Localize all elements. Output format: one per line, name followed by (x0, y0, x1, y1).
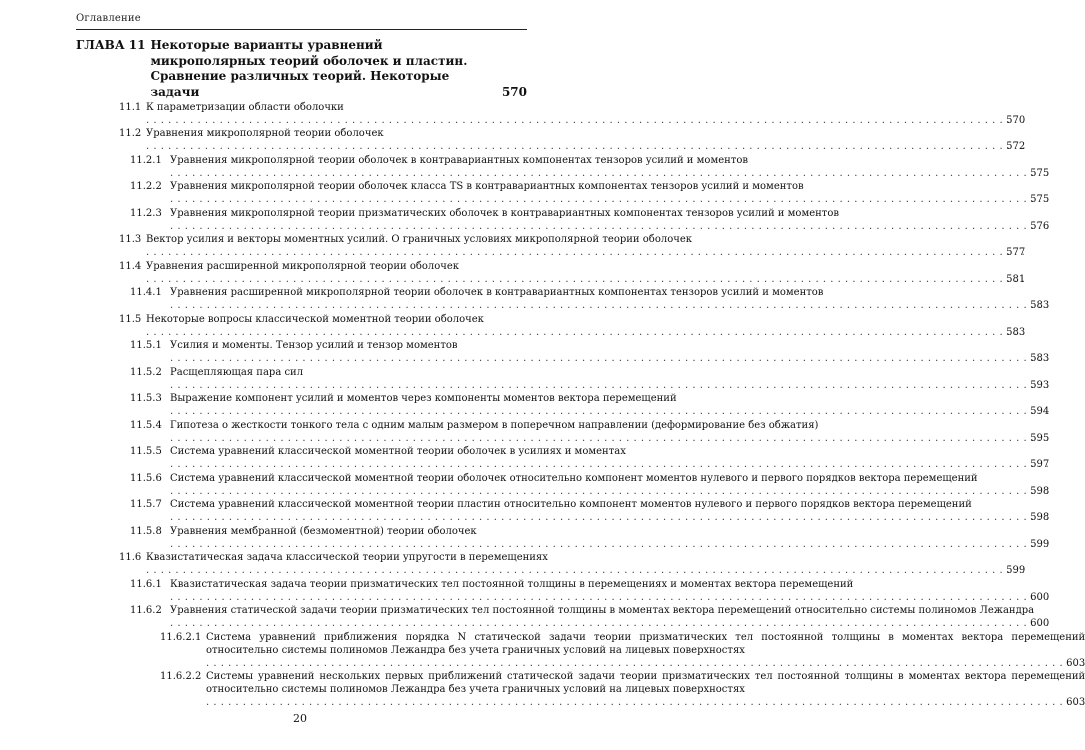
toc-entry-page[interactable]: 600 (1030, 618, 1050, 629)
toc-entry-leader (170, 538, 1049, 551)
toc-entry-title: Уравнения микрополярной теории оболочек класса TS в контравариантных компонентах тензоров усилий и моментов (170, 181, 804, 192)
toc-entry-number: 11.5.7 (130, 499, 162, 510)
dot-leader (170, 352, 1049, 365)
toc-entry-title: Уравнения статической задачи теории призматических тел постоянной толщины в моментах вектора перемещений относительно системы полиномов Лежандра (170, 605, 1035, 616)
toc-entry-number: 11.2 (119, 128, 142, 139)
toc-entry[interactable] (76, 207, 1050, 233)
toc-entry-page[interactable]: 598 (1030, 512, 1050, 523)
toc-entry-page[interactable]: 603 (1066, 697, 1085, 708)
toc-entry[interactable] (76, 101, 1026, 127)
dot-leader (170, 485, 1049, 498)
toc-entry-number: 11.2.2 (130, 181, 162, 192)
dot-leader (206, 696, 1085, 709)
toc-entry-title: Квазистатическая задача теории призматических тел постоянной толщины в перемещениях и моментах вектора перемещений (170, 578, 854, 590)
toc-entry[interactable] (76, 180, 1050, 206)
toc-entry[interactable] (76, 670, 1085, 709)
toc-entry-body (146, 233, 1025, 259)
toc-entry-page[interactable]: 577 (1006, 247, 1026, 258)
toc-entry[interactable] (76, 578, 1050, 604)
toc-entry-leader (206, 696, 1085, 709)
dot-leader (146, 326, 1025, 339)
toc-entry-number: 11.6.2.1 (160, 631, 202, 643)
toc-entry-body (170, 366, 1049, 392)
toc-entry-title: Уравнения микрополярной теории оболочек в контравариантных компонентах тензоров усилий и моментов (170, 154, 748, 166)
toc-entry[interactable] (76, 339, 1050, 365)
dot-leader (146, 140, 1025, 153)
toc-entry[interactable] (76, 260, 1026, 286)
toc-entry-page[interactable]: 570 (1006, 114, 1026, 126)
dot-leader (170, 220, 1049, 233)
dot-leader (170, 405, 1049, 418)
toc-entry-leader (170, 458, 1049, 471)
dot-leader (146, 273, 1025, 286)
toc-entry-title: Вектор усилия и векторы моментных усилий. О граничных условиях микрополярной теории оболочек (146, 234, 692, 245)
toc-entry-body (170, 339, 1049, 365)
toc-entry-number: 11.5.8 (130, 525, 162, 537)
toc-entry-title: Некоторые вопросы классической моментной теории оболочек (146, 313, 484, 325)
toc-entry[interactable] (76, 127, 1026, 153)
toc-entry-leader (170, 167, 1049, 180)
toc-entry-body (170, 498, 1049, 524)
dot-leader (170, 591, 1049, 604)
toc-entry-body (170, 578, 1049, 604)
toc-entry-title: Гипотеза о жесткости тонкого тела с одним малым размером в поперечном направлении (деформирование без обжатия) (170, 419, 819, 431)
toc-entry-page[interactable]: 599 (1006, 565, 1026, 576)
toc-entry-body (146, 260, 1025, 286)
toc-entry-title: Уравнения микрополярной теории призматических оболочек в контравариантных компонентах тензоров усилий и моментов (170, 207, 839, 219)
toc-entry-number: 11.6 (119, 552, 142, 563)
toc-entry-title: Система уравнений классической моментной теории оболочек относительно компонент моментов нулевого и первого порядков вектора перемещений (170, 472, 978, 484)
toc-entry-title: Система уравнений приближения порядка N статической задачи теории призматических тел постоянной толщины в моментах вектора перемещений относительно системы полиномов Лежандра без учета граничных условий на лицевых поверхностях (206, 631, 1085, 656)
toc-entry-leader (146, 273, 1025, 286)
dot-leader (206, 657, 1085, 670)
toc-entry[interactable] (76, 286, 1050, 312)
dot-leader (146, 564, 1025, 577)
toc-entry-leader (170, 511, 1049, 524)
toc-entry-number: 11.5.3 (130, 393, 162, 404)
toc-entry-body (170, 419, 1049, 445)
toc-entry-leader (170, 485, 1049, 498)
toc-entry[interactable] (76, 392, 1050, 418)
toc-entry-leader (206, 657, 1085, 670)
toc-entry-body (146, 551, 1025, 577)
toc-entry-body (146, 101, 1025, 127)
dot-leader (170, 299, 1049, 312)
toc-entry-page[interactable]: 576 (1030, 220, 1050, 232)
toc-entry-number: 11.2.3 (130, 207, 162, 219)
toc-entry-body (170, 392, 1049, 418)
toc-entry-number: 11.5.2 (130, 366, 162, 378)
toc-entry-number: 11.4 (119, 260, 142, 272)
toc-entry-leader (170, 193, 1049, 206)
toc-entry[interactable] (76, 472, 1050, 498)
toc-entry-leader (170, 405, 1049, 418)
dot-leader (170, 458, 1049, 471)
toc-entry[interactable] (76, 233, 1026, 259)
toc-entry-number: 11.6.1 (130, 578, 162, 590)
toc-entry-body (170, 604, 1049, 630)
toc-entry-leader (146, 246, 1025, 259)
toc-entry-body (170, 207, 1049, 233)
toc-entry[interactable] (76, 525, 1050, 551)
toc-entry[interactable] (76, 366, 1050, 392)
toc-entry[interactable] (76, 498, 1050, 524)
toc-entry-leader (170, 379, 1049, 392)
toc-entry-title: Квазистатическая задача классической теории упругости в перемещениях (146, 552, 548, 563)
chapter-title: Некоторые варианты уравнений микрополярных теорий оболочек и пластин. Сравнение различных теорий. Некоторые задачи (150, 38, 468, 99)
toc-entry-leader (146, 326, 1025, 339)
toc-entry-page[interactable]: 581 (1006, 273, 1026, 285)
chapter-page: 570 (501, 84, 527, 99)
toc-entry-title: Расщепляющая пара сил (170, 366, 304, 378)
toc-entry-title: Система уравнений классической моментной теории оболочек в усилиях и моментах (170, 446, 626, 457)
toc-entry[interactable] (76, 154, 1050, 180)
toc-entry-title: Уравнения расширенной микрополярной теории оболочек (146, 260, 460, 272)
toc-entry[interactable] (76, 551, 1026, 577)
toc-entry-leader (146, 114, 1025, 127)
dot-leader (146, 246, 1025, 259)
chapter-heading (76, 38, 527, 100)
toc-entry-number: 11.5.5 (130, 446, 162, 457)
toc-entry-title: Системы уравнений нескольких первых приближений статической задачи теории призматических тел постоянной толщины в моментах вектора перемещений относительно системы полиномов Лежандра без учета граничных условий на лицевых поверхностях (206, 671, 1085, 695)
toc-entry-page[interactable]: 575 (1030, 194, 1050, 205)
toc-entry-page[interactable]: 583 (1006, 326, 1026, 338)
toc-entry-body (170, 286, 1049, 312)
toc-entry-leader (170, 617, 1049, 630)
toc-entry-number: 11.3 (119, 234, 142, 245)
toc-entry-leader (146, 564, 1025, 577)
toc-entry-leader (170, 591, 1049, 604)
dot-leader (170, 167, 1049, 180)
page-number: 20 (293, 712, 307, 725)
toc-entry-page[interactable]: 595 (1030, 432, 1050, 444)
toc-entry-page[interactable]: 603 (1066, 657, 1085, 669)
toc-entry-body (170, 525, 1049, 551)
toc-entry-body (206, 670, 1085, 709)
toc-entry-page[interactable]: 600 (1030, 591, 1050, 603)
toc-entry-body (170, 445, 1049, 471)
dot-leader (170, 511, 1049, 524)
toc-entry-body (170, 154, 1049, 180)
toc-entries (76, 101, 1085, 710)
toc-entry-title: Уравнения микрополярной теории оболочек (146, 128, 384, 139)
toc-entry-page[interactable]: 598 (1030, 485, 1050, 497)
toc-entry-title: Уравнения расширенной микрополярной теории оболочек в контравариантных компонентах тензоров усилий и моментов (170, 287, 824, 298)
toc-entry-title: Усилия и моменты. Тензор усилий и тензор моментов (170, 340, 458, 351)
toc-entry-number: 11.5.1 (130, 340, 162, 351)
running-head: Оглавление (76, 13, 141, 24)
toc-entry-title: Уравнения мембранной (безмоментной) теории оболочек (170, 525, 477, 537)
toc-entry[interactable] (76, 445, 1050, 471)
toc-entry-title: Система уравнений классической моментной теории пластин относительно компонент моментов нулевого и первого порядков вектора перемещений (170, 499, 972, 510)
toc-entry-body (170, 472, 1049, 498)
toc-entry-page[interactable]: 575 (1030, 167, 1050, 179)
dot-leader (170, 432, 1049, 445)
table-of-contents (76, 38, 1085, 709)
toc-entry-body (206, 631, 1085, 670)
dot-leader (170, 379, 1049, 392)
dot-leader (170, 538, 1049, 551)
toc-entry-leader (170, 432, 1049, 445)
dot-leader (146, 114, 1025, 127)
dot-leader (170, 193, 1049, 206)
toc-entry-number: 11.6.2.2 (160, 671, 202, 682)
toc-entry-title: К параметризации области оболочки (146, 101, 344, 113)
toc-entry-number: 11.2.1 (130, 154, 162, 166)
toc-entry-number: 11.1 (119, 101, 142, 113)
toc-entry-leader (170, 352, 1049, 365)
toc-entry-leader (146, 140, 1025, 153)
chapter-label: ГЛАВА 11 (76, 38, 146, 52)
toc-entry-leader (170, 220, 1049, 233)
toc-entry-body (146, 127, 1025, 153)
header-rule (76, 29, 527, 30)
toc-entry-title: Выражение компонент усилий и моментов через компоненты моментов вектора перемещений (170, 393, 677, 404)
toc-entry-page[interactable]: 594 (1030, 406, 1050, 417)
toc-entry-number: 11.5.6 (130, 472, 162, 484)
toc-entry[interactable] (76, 419, 1050, 445)
toc-entry-number: 11.4.1 (130, 287, 162, 298)
toc-entry-number: 11.5 (119, 313, 142, 325)
toc-entry-page[interactable]: 599 (1030, 538, 1050, 550)
toc-entry-page[interactable]: 572 (1006, 141, 1026, 152)
toc-entry-number: 11.6.2 (130, 605, 162, 616)
toc-entry-leader (170, 299, 1049, 312)
toc-entry[interactable] (76, 313, 1026, 339)
toc-entry-number: 11.5.4 (130, 419, 162, 431)
toc-entry[interactable] (76, 604, 1050, 630)
dot-leader (170, 617, 1049, 630)
toc-entry-page[interactable]: 593 (1030, 379, 1050, 391)
toc-entry-body (146, 313, 1025, 339)
toc-entry-page[interactable]: 583 (1030, 353, 1050, 364)
toc-entry-page[interactable]: 597 (1030, 459, 1050, 470)
toc-entry-page[interactable]: 583 (1030, 300, 1050, 311)
toc-entry-body (170, 180, 1049, 206)
toc-entry[interactable] (76, 631, 1085, 670)
